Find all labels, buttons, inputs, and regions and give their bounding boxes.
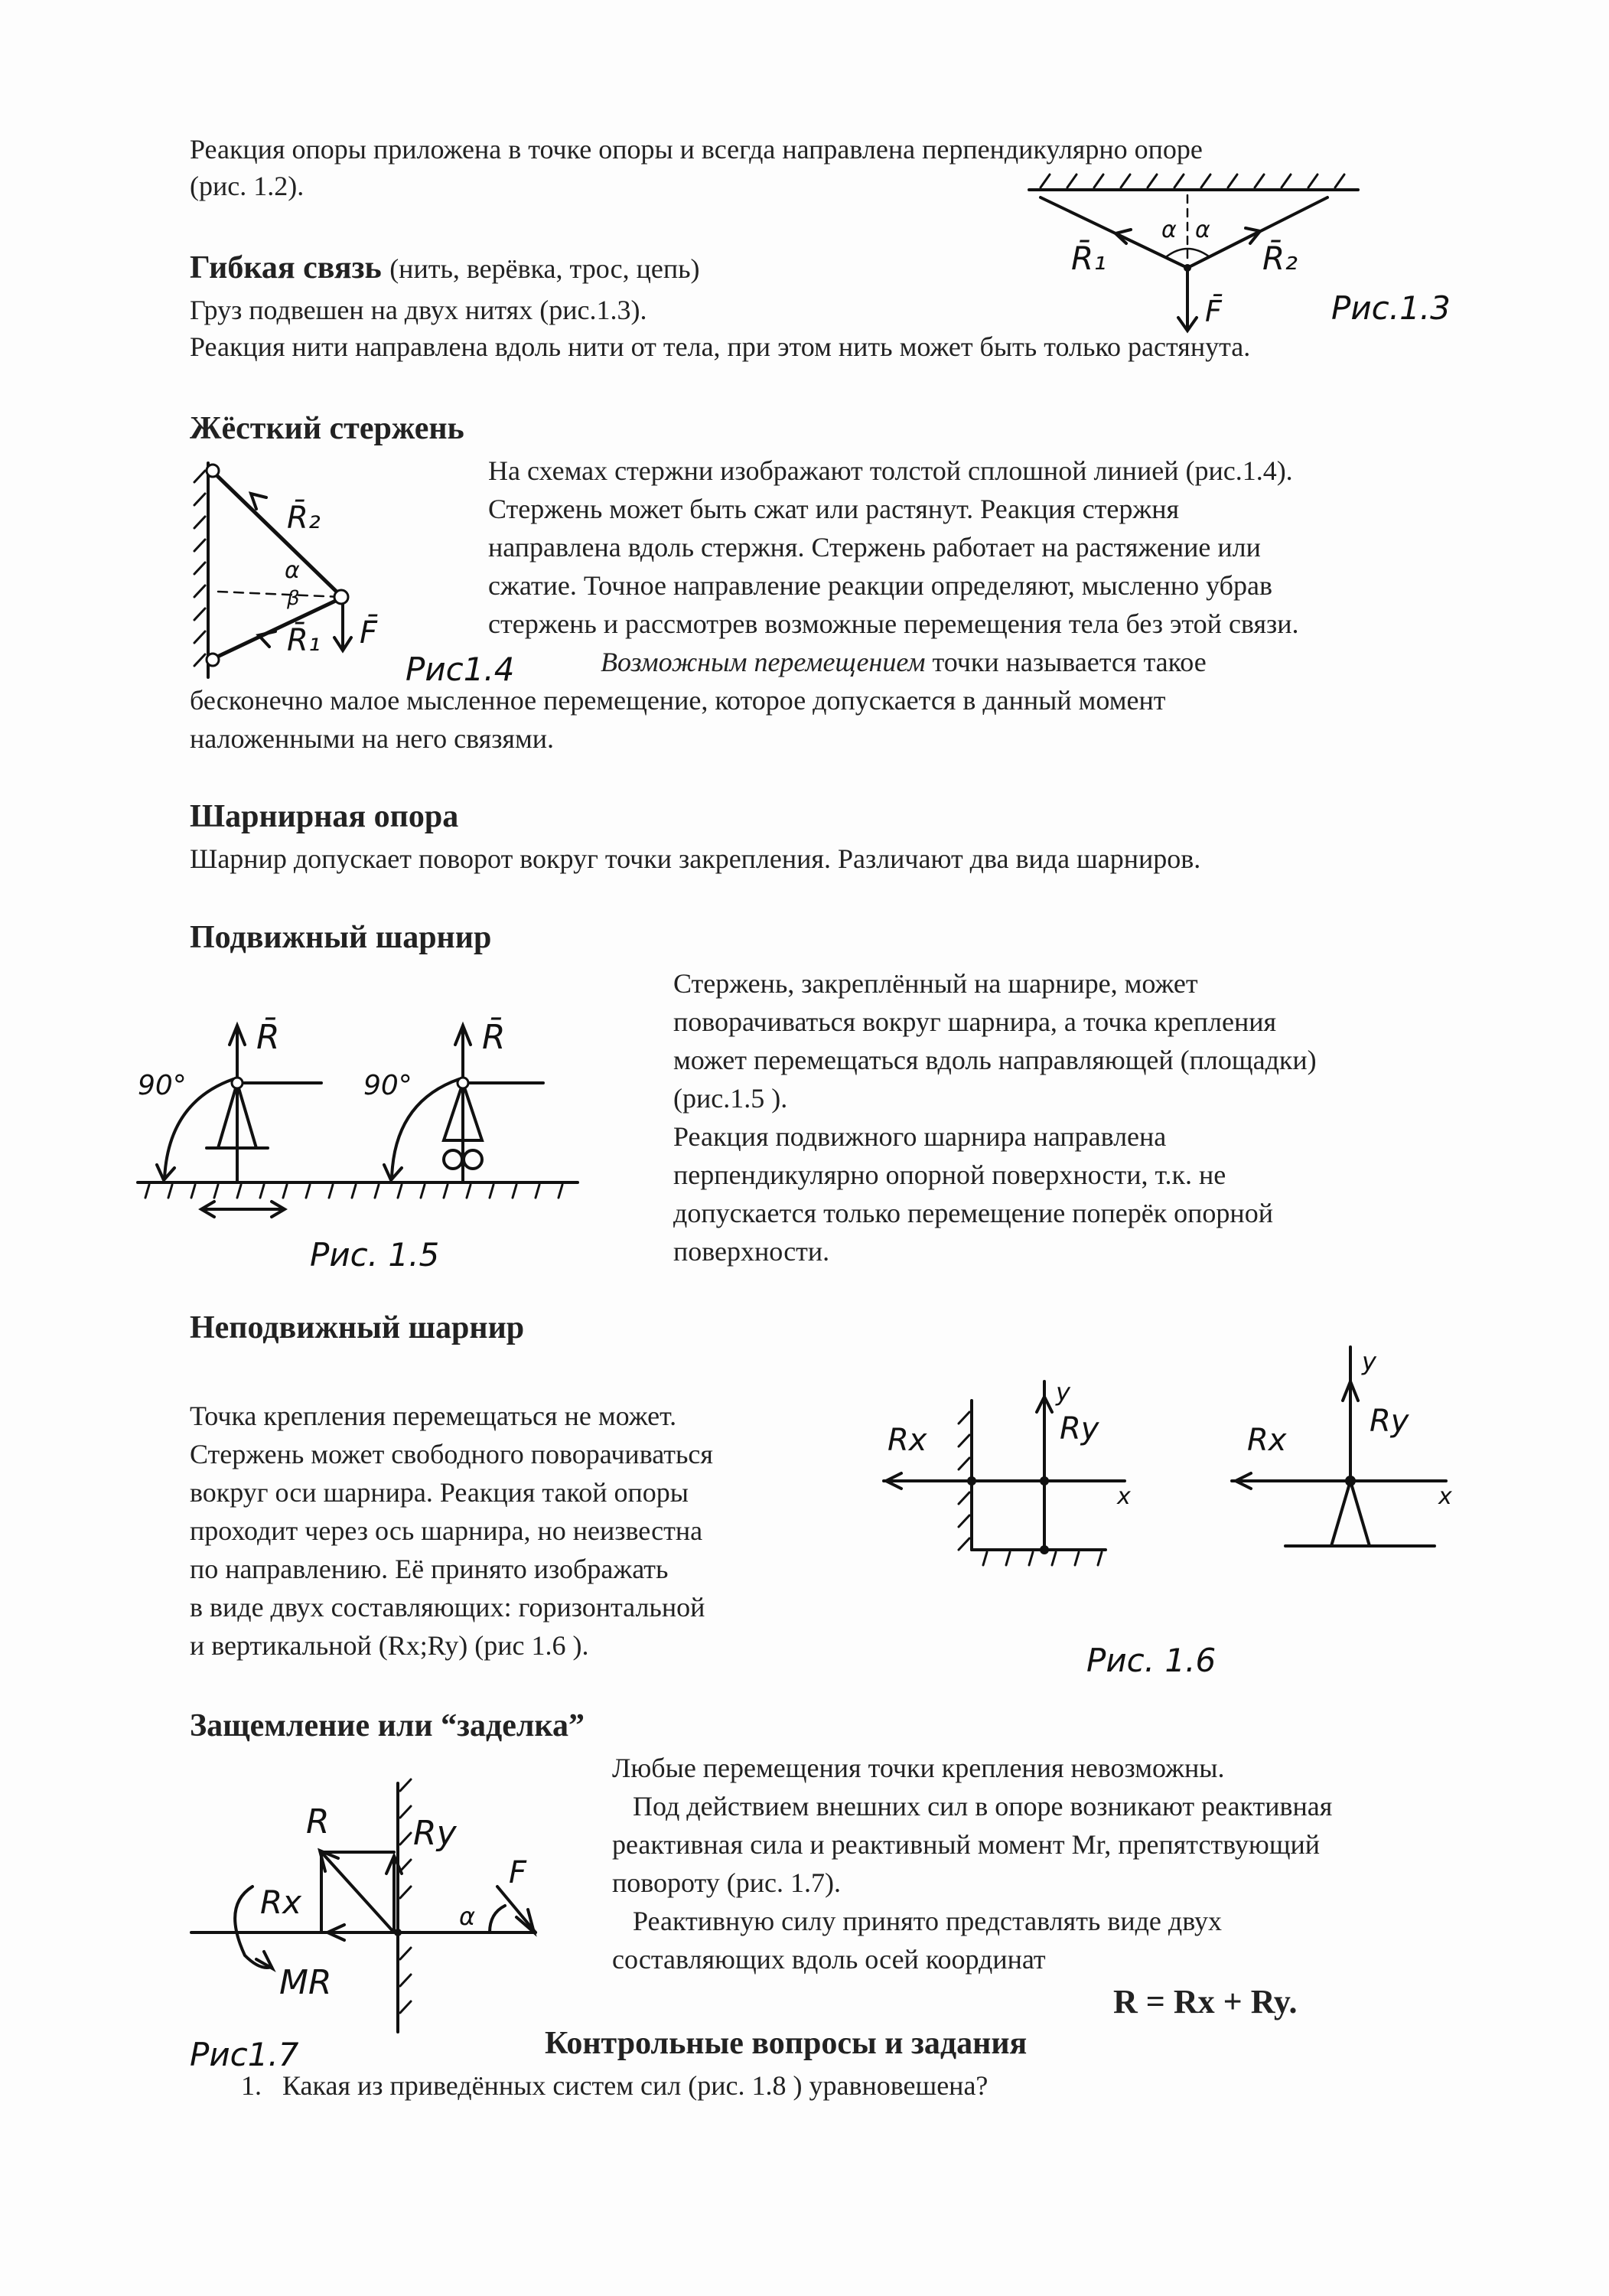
clamp-formula: R = Rx + Ry.	[1113, 1983, 1298, 2020]
fixed-line-7: и вертикальной (Rx;Ry) (рис 1.6 ).	[190, 1630, 589, 1661]
fixed-line-1: Точка крепления перемещаться не может.	[190, 1401, 677, 1431]
fig13-alpha-right: α	[1195, 217, 1210, 243]
clamp-line-1: Любые перемещения точки крепления невозможны.	[612, 1753, 1225, 1783]
flexible-line-2: Реакция нити направлена вдоль нити от тела, при этом нить может быть только растянута.	[190, 331, 1251, 362]
fig17-ry-label: Ry	[413, 1814, 457, 1853]
rod-definition-term: Возможным перемещением	[601, 647, 926, 677]
section-title-questions: Контрольные вопросы и задания	[545, 2026, 1028, 2061]
clamp-line-6: составляющих вдоль осей координат	[612, 1944, 1046, 1975]
rod-line-2: Стержень может быть сжат или растянут. Реакция стержня	[488, 494, 1180, 524]
fig14-alpha: α	[285, 557, 300, 584]
fixed-line-2: Стержень может свободного поворачиваться	[190, 1439, 713, 1469]
fig17-rx-label: Rx	[260, 1883, 302, 1921]
movable-line-1: Стержень, закреплённый на шарнире, может	[673, 968, 1198, 999]
fixed-line-4: проходит через ось шарнира, но неизвестна	[190, 1515, 703, 1546]
fixed-line-6: в виде двух составляющих: горизонтальной	[190, 1592, 705, 1623]
fig16-ry-left: Ry	[1060, 1411, 1099, 1446]
fig13-caption: Рис.1.3	[1331, 289, 1451, 327]
fig16-x-right: x	[1438, 1483, 1452, 1510]
movable-line-7: допускается только перемещение поперёк опорной	[673, 1198, 1273, 1228]
movable-line-5: Реакция подвижного шарнира направлена	[673, 1121, 1167, 1152]
fig17-mr-label: MR	[279, 1963, 332, 2002]
fig15-r-right: R̄	[482, 1018, 506, 1057]
flexible-line-1: Груз подвешен на двух нитях (рис.1.3).	[190, 295, 647, 325]
fig16-rx-left: Rx	[888, 1423, 927, 1458]
question-1: 1. Какая из приведённых систем сил (рис. 1.8 ) уравновешена?	[241, 2070, 989, 2101]
fig17-f-label: F	[509, 1855, 527, 1890]
fig14-r1-label: R̄₁	[287, 623, 321, 658]
rod-definition-line	[601, 643, 1207, 681]
intro-line-2: (рис. 1.2).	[190, 171, 305, 201]
fig13-r2-label: R̄₂	[1262, 240, 1298, 277]
fig15-r-left: R̄	[256, 1018, 280, 1057]
fig17-caption: Рис1.7	[190, 2036, 299, 2073]
fig13-alpha-left: α	[1161, 217, 1177, 243]
movable-line-6: перпендикулярно опорной поверхности, т.к. не	[673, 1159, 1226, 1190]
clamp-line-2: Под действием внешних сил в опоре возникают реактивная	[612, 1791, 1333, 1821]
movable-line-3: может перемещаться вдоль направляющей (площадки)	[673, 1045, 1317, 1075]
intro-line-1: Реакция опоры приложена в точке опоры и всегда направлена перпендикулярно опоре	[190, 134, 1203, 165]
fig13-f-label: F̄	[1205, 295, 1222, 328]
movable-line-8: поверхности.	[673, 1236, 830, 1267]
clamp-line-5: Реактивную силу принято представлять виде двух	[612, 1906, 1222, 1936]
fig15-angle-left: 90°	[138, 1070, 187, 1101]
section-title-hinge: Шарнирная опора	[190, 799, 459, 834]
movable-line-4: (рис.1.5 ).	[673, 1083, 788, 1114]
clamp-line-4: повороту (рис. 1.7).	[612, 1867, 842, 1898]
fig15-angle-right: 90°	[363, 1070, 412, 1101]
rod-line-4: сжатие. Точное направление реакции определяют, мысленно убрав	[488, 570, 1272, 601]
section-title-fixed: Неподвижный шарнир	[190, 1310, 525, 1345]
section-title-rod: Жёсткий стержень	[190, 411, 464, 446]
fig14-r2-label: R̄₂	[287, 501, 321, 536]
fixed-line-5: по направлению. Её принято изображать	[190, 1554, 669, 1584]
section-title-clamp: Защемление или “заделка”	[190, 1708, 585, 1743]
fig17-r-label: R	[306, 1802, 330, 1841]
fig17-alpha-label: α	[459, 1902, 476, 1931]
fig14-beta: β	[287, 587, 300, 610]
fixed-line-3: вокруг оси шарнира. Реакция такой опоры	[190, 1477, 689, 1508]
fig14-caption: Рис1.4	[406, 651, 515, 688]
clamp-line-3: реактивная сила и реактивный момент Мr, препятствующий	[612, 1829, 1321, 1860]
rod-definition-line-3: наложенными на него связями.	[190, 723, 555, 754]
section-title-flexible	[190, 249, 700, 288]
rod-line-3: направлена вдоль стержня. Стержень работает на растяжение или	[488, 532, 1261, 563]
section-title-movable: Подвижный шарнир	[190, 920, 492, 955]
fig16-ry-right: Ry	[1370, 1404, 1409, 1439]
fig16-rx-right: Rx	[1247, 1423, 1287, 1458]
rod-definition-rest: точки называется такое	[925, 647, 1207, 677]
fig13-r1-label: R̄₁	[1071, 240, 1107, 277]
rod-definition-line-2: бесконечно малое мысленное перемещение, которое допускается в данный момент	[190, 685, 1166, 716]
fig15-caption: Рис. 1.5	[310, 1236, 440, 1274]
fig16-caption: Рис. 1.6	[1086, 1642, 1217, 1679]
fig14-f-label: F̄	[360, 615, 378, 651]
fig16-y-right: y	[1362, 1347, 1376, 1376]
rod-line-1: На схемах стержни изображают толстой сплошной линией (рис.1.4).	[488, 455, 1293, 486]
movable-line-2: поворачиваться вокруг шарнира, а точка крепления	[673, 1006, 1277, 1037]
flexible-title: Гибкая связь	[190, 250, 382, 285]
fig16-x-left: x	[1117, 1483, 1131, 1510]
fig16-y-left: y	[1056, 1378, 1070, 1407]
hinge-line-1: Шарнир допускает поворот вокруг точки закрепления. Различают два вида шарниров.	[190, 843, 1201, 874]
rod-line-5: стержень и рассмотрев возможные перемещения тела без этой связи.	[488, 608, 1299, 639]
flexible-title-note: (нить, верёвка, трос, цепь)	[389, 253, 700, 284]
